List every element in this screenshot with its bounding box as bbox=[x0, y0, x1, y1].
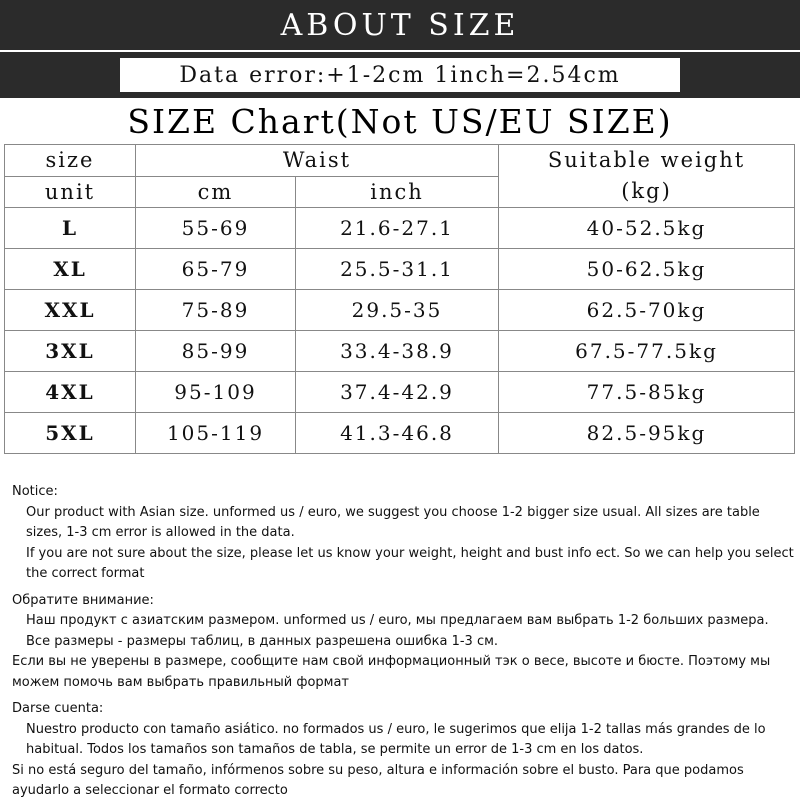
notice-paragraph: Si no está seguro del tamaño, infórmenos sobre su peso, altura e información sobre el busto. Para que podamos ayudarlo a seleccionar el formato correcto bbox=[12, 762, 744, 798]
size-chart-title: SIZE Chart(Not US/EU SIZE) bbox=[127, 101, 673, 141]
size-cell: XXL bbox=[5, 290, 136, 331]
waist-cm-cell: 95-109 bbox=[136, 372, 296, 413]
notice-paragraph: Наш продукт с азиатским размером. unformed us / euro, мы предлагаем вам выбрать 1-2 больших размера. Все размеры - размеры таблиц, в данных разрешена ошибка 1-3 см. bbox=[26, 613, 769, 649]
weight-header-label: Suitable weight bbox=[547, 148, 746, 172]
notice-spanish bbox=[12, 699, 794, 802]
table-row bbox=[5, 249, 795, 290]
table-row bbox=[5, 331, 795, 372]
about-size-header bbox=[0, 0, 800, 50]
weight-cell: 67.5-77.5kg bbox=[499, 331, 795, 372]
weight-cell: 50-62.5kg bbox=[499, 249, 795, 290]
cm-header: cm bbox=[136, 176, 296, 208]
size-table bbox=[4, 144, 795, 454]
unit-header: unit bbox=[5, 176, 136, 208]
notice-section bbox=[12, 482, 794, 808]
notice-paragraph: Nuestro producto con tamaño asiático. no formados us / euro, le sugerimos que elija 1-2 tallas más grandes de lo habitual. Todos los tamaños son tamaños de tabla, se permite un error de 1-3 cm en los datos. bbox=[26, 721, 766, 757]
notice-paragraph: Our product with Asian size. unformed us / euro, we suggest you choose 1-2 bigger size usual. All sizes are table sizes, 1-3 cm error is allowed in the data. bbox=[26, 504, 760, 540]
table-row bbox=[5, 413, 795, 454]
header-title: ABOUT SIZE bbox=[280, 7, 520, 43]
notice-russian bbox=[12, 591, 794, 694]
notice-heading: Notice: bbox=[12, 484, 58, 499]
size-cell: 4XL bbox=[5, 372, 136, 413]
notice-paragraph: If you are not sure about the size, please let us know your weight, height and bust info ect. So we can help you select the correct format bbox=[26, 545, 794, 581]
table-header-row bbox=[5, 145, 795, 177]
notice-paragraph: Если вы не уверены в размере, сообщите нам свой информационный тэк о весе, высоте и бюсте. Поэтому мы можем помочь вам выбрать правильный формат bbox=[12, 654, 771, 690]
notice-english bbox=[12, 482, 794, 585]
inch-header: inch bbox=[296, 176, 499, 208]
waist-cm-cell: 55-69 bbox=[136, 208, 296, 249]
weight-cell: 40-52.5kg bbox=[499, 208, 795, 249]
table-row bbox=[5, 208, 795, 249]
waist-cm-cell: 75-89 bbox=[136, 290, 296, 331]
size-cell: 5XL bbox=[5, 413, 136, 454]
waist-cm-cell: 105-119 bbox=[136, 413, 296, 454]
waist-inch-cell: 37.4-42.9 bbox=[296, 372, 499, 413]
size-header: size bbox=[5, 145, 136, 177]
weight-cell: 62.5-70kg bbox=[499, 290, 795, 331]
data-error-note: Data error:+1-2cm 1inch=2.54cm bbox=[120, 58, 680, 92]
notice-heading: Обратите внимание: bbox=[12, 592, 154, 608]
waist-inch-cell: 25.5-31.1 bbox=[296, 249, 499, 290]
waist-inch-cell: 21.6-27.1 bbox=[296, 208, 499, 249]
weight-header bbox=[499, 145, 795, 208]
size-cell: L bbox=[5, 208, 136, 249]
waist-inch-cell: 33.4-38.9 bbox=[296, 331, 499, 372]
waist-inch-cell: 41.3-46.8 bbox=[296, 413, 499, 454]
waist-header: Waist bbox=[136, 145, 499, 177]
weight-cell: 77.5-85kg bbox=[499, 372, 795, 413]
weight-header-unit: (kg) bbox=[621, 179, 672, 203]
notice-heading: Darse cuenta: bbox=[12, 701, 104, 716]
waist-inch-cell: 29.5-35 bbox=[296, 290, 499, 331]
size-cell: XL bbox=[5, 249, 136, 290]
waist-cm-cell: 85-99 bbox=[136, 331, 296, 372]
weight-cell: 82.5-95kg bbox=[499, 413, 795, 454]
table-row bbox=[5, 372, 795, 413]
size-cell: 3XL bbox=[5, 331, 136, 372]
data-error-bar bbox=[0, 50, 800, 98]
table-row bbox=[5, 290, 795, 331]
waist-cm-cell: 65-79 bbox=[136, 249, 296, 290]
